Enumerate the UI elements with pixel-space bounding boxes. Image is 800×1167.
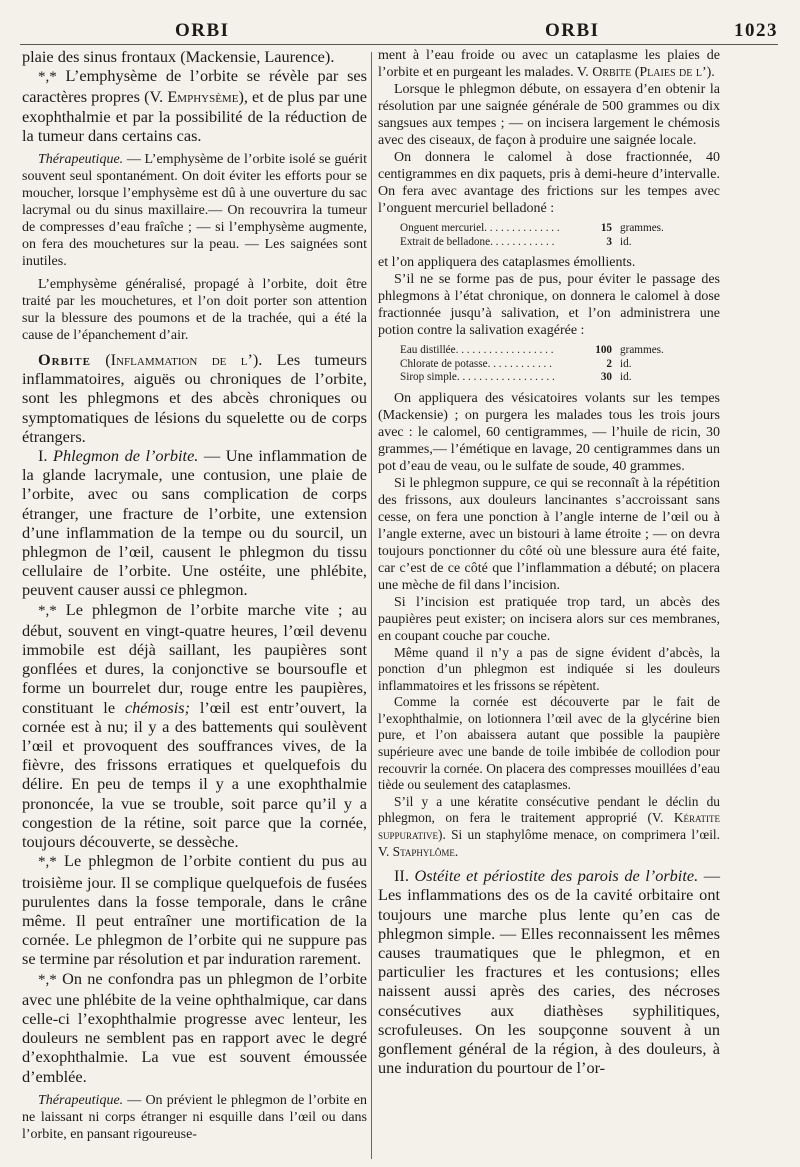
text-run: ), et de plus par une exophthalmie et par la possibilité de la réduction de la tumeur dans certains cas. (22, 87, 367, 145)
ingredient-name: Onguent mercuriel. . . . . . . . . . . . . . (400, 222, 560, 234)
prescription-row (400, 358, 720, 372)
text-run: Si l’incision est pratiquée trop tard, un abcès des paupières peut exister; on incisera alors sur ces membranes, en coupant couche par couche. (378, 594, 720, 644)
text-run: Si le phlegmon suppure, ce qui se reconnaît à la répétition des frissons, aux douleurs lancinantes s’accroissant sans cesse, on fera une ponction à l’angle interne de l’œil ou à l’angle externe, avec un bistouri à lame étroite ; — on devra toujours ponctionner du côté où une blessure aura été faite, car c’est de ce côté que l’inflammation a débuté; on placera une mèche de fil dans l’incision. (378, 475, 720, 593)
paragraph-cornea (378, 694, 720, 794)
text-run: I. (38, 446, 54, 466)
text-run: S’il y a une kératite consécutive pendant le déclin du phlegmon, on fera le traitement approprié (V. (378, 793, 720, 826)
section-label: Thérapeutique. (38, 152, 124, 168)
text-run: Les tumeurs inflammatoires, aiguës ou chroniques de l’orbite, sont les phlegmons et des abcès chroniques ou symptomatiques de lésions du squelette ou de corps étrangers. (22, 350, 368, 446)
left-running-title: ORBI (175, 20, 230, 41)
paragraph-therapeutics-phlegmon (22, 1092, 367, 1143)
paragraph-therapeutics-emphysema (22, 151, 367, 270)
text-run: ). Si un staphylôme menace, on comprimera l’œil. V. (378, 827, 720, 859)
paragraph-generalized-emphysema (22, 276, 367, 344)
ingredient-quantity: 30 (600, 371, 612, 383)
paragraph-emphysema-signs (22, 66, 367, 145)
ingredient-name: Eau distillée. . . . . . . . . . . . . . . . . . (400, 344, 554, 356)
paragraph-bleeding (378, 81, 720, 149)
paragraph-late-incision (378, 594, 720, 645)
text-run: — Une inflammation de la glande lacrymale, une contusion, une plaie de l’orbite, avec ou sans complication de corps étranger, une fracture de l’orbite, une extension d’une inflammation de la tempe ou du sourcil, un phlegmon de l’œil, causent le phlegmon du tissu cellulaire de l’orbite. Une ostéite, une phlébite, peuvent causer aussi ce phlegmon. (22, 446, 368, 600)
section-heading: Phlegmon de l’orbite. (53, 446, 199, 466)
text-run: Lorsque le phlegmon débute, on essayera d’en obtenir la résolution par une saignée générale de 500 grammes ou dix sangsues aux tempes ; — on incisera largement le chémosis avec des ciseaux, de façon à produire une saignée locale. (378, 82, 720, 148)
ingredient-unit: grammes. (620, 222, 664, 234)
ingredient-unit: id. (620, 357, 632, 370)
text-run: et l’on appliquera des cataplasmes émollients. (378, 255, 636, 270)
text-run: On donnera le calomel à dose fractionnée, 40 centigrammes en dix paquets, pris à demi-heure d’intervalle. On fera avec avantage des frictions sur les tempes avec l’onguent mercuriel belladoné : (378, 150, 720, 216)
text-run: Même quand il n’y a pas de signe évident d’abcès, la ponction d’un phlegmon est indiquée si les douleurs inflammatoires et les frissons se répètent. (378, 644, 720, 693)
text-run: (Inflammation de l’). (90, 350, 277, 370)
text-run: L’emphysème généralisé, propagé à l’orbite, doit être traité par les mouchetures, et l’on doit porter son attention sur la blessure des poumons et de la trachée, qui a été la cause de l’épanchement d’air. (22, 277, 367, 344)
text-run: Le phlegmon de l’orbite marche vite ; au début, souvent en vingt-quatre heures, l’œil devenu immobile est déjà saillant, les paupières sont gonflées et dures, la conjonctive se boursoufle et forme un bourrelet dur, rouge entre les paupières, constituant le (22, 599, 367, 717)
page-number: 1023 (734, 20, 778, 41)
right-running-title: ORBI (545, 20, 600, 41)
italic-term: chémosis; (124, 697, 191, 717)
paragraph-keratitis (378, 794, 720, 860)
text-run: L’emphysème de l’orbite se révèle par ses caractères propres (V. (22, 66, 367, 107)
text-run: On appliquera des vésicatoires volants sur les tempes (Mackensie) ; on purgera les malades tous les trois jours avec : le calomel, 60 centigrammes, — l’huile de ricin, 30 grammes,— l’émétique en lavage, 20 centigrammes dans un pot d’eau de veau, ou le sulfate de soude, 40 grammes. (378, 390, 720, 474)
paragraph-puncture (378, 645, 720, 695)
text-run: *,* (38, 602, 57, 619)
paragraph-osteitis (378, 866, 720, 1077)
ingredient-unit: id. (620, 371, 632, 383)
ingredient-quantity: 100 (595, 344, 612, 356)
paragraph-phlegmon-pus (22, 851, 367, 968)
section-label: Thérapeutique. (38, 1092, 124, 1108)
ingredient-name: Sirop simple. . . . . . . . . . . . . . . . . . (400, 371, 555, 383)
text-run: *,* (38, 69, 57, 86)
ingredient-unit: grammes. (620, 344, 664, 356)
text-run: II. (394, 866, 415, 886)
text-run: l’œil est entr’ouvert, la cornée est à nu; il y a des battements qui soulèvent l’œil et provoquent des souffrances vives, de la fièvre, des frissons erratiques et quelquefois du délire. En peu de temps il y a une exophthalmie prononcée, la vue se trouble, soit parce qu’il y a congestion de la rétine, soit parce que la cornée, toujours découverte, se dessèche. (22, 697, 367, 852)
text-run: — L’emphysème de l’orbite isolé se guérit souvent seul spontanément. On doit éviter les efforts pour se moucher, lorsque l’emphysème est dû à une ouverture du sac lacrymal ou du sinus maxillaire.— On recouvrira la tumeur de compresses d’eau fraîche ; — si l’emphysème augmente, on fera des mouchetures sur la peau. — Les saignées sont inutiles. (22, 152, 367, 270)
paragraph-phlegmon-course (22, 600, 367, 852)
paragraph-sinus-wound (22, 47, 367, 66)
text-run: plaie des sinus frontaux (Mackensie, Laurence). (22, 47, 335, 66)
cross-reference-link[interactable]: Kératite suppurative (378, 810, 720, 843)
paragraph-suppuration (378, 475, 720, 594)
cross-reference-link[interactable]: Staphylôme. (392, 843, 459, 859)
entry-orbit-inflammation (22, 350, 367, 446)
text-run: *,* (38, 971, 57, 988)
text-run: *,* (38, 854, 57, 871)
text-run: On ne confondra pas un phlegmon de l’orbite avec une phlébite de la veine ophthalmique, car dans celle-ci l’exophthalmie progresse avec lenteur, les douleurs ne semblent pas en rapport avec le degré d’exophthalmie. La vue est souvent émoussée d’emblée. (22, 968, 367, 1086)
section-heading: Ostéite et périostite des parois de l’orbite. (414, 866, 699, 886)
prescription-ointment (400, 222, 720, 249)
text-run: S’il ne se forme pas de pus, pour éviter le passage des phlegmons à l’état chronique, on donnera le calomel à dose fractionnée jusqu’à salivation, et l’on administrera une potion contre la salivation exagérée : (378, 272, 720, 338)
running-head (20, 18, 778, 45)
ingredient-name: Extrait de belladone. . . . . . . . . . . . (400, 235, 555, 248)
prescription-row (400, 371, 720, 385)
ingredient-unit: id. (620, 235, 632, 248)
paragraph-vesicatories (378, 390, 720, 475)
text-run: Le phlegmon de l’orbite contient du pus au troisième jour. Il se complique quelquefois de fusées purulentes dans la fosse temporale, dans le crâne même. Il peut entraîner une mortification de la cornée. Le phlegmon de l’orbite qui ne suppure pas se termine par résolution et par induration rarement. (22, 851, 367, 969)
prescription-potion (400, 344, 720, 385)
ingredient-quantity: 15 (600, 222, 612, 234)
ingredient-name: Chlorate de potasse. . . . . . . . . . . . (400, 357, 552, 370)
paragraph-phlegmon-diagnosis (22, 969, 367, 1086)
prescription-row (400, 236, 720, 250)
ingredient-quantity: 2 (606, 357, 612, 370)
paragraph-phlegmon-causes (22, 446, 367, 600)
text-run: Comme la cornée est découverte par le fait de l’exophthalmie, on lotionnera l’œil avec de la glycérine bien pure, et l’on abaissera autant que possible la paupière supérieure avec une bande de toile imbibée de collodion pour recouvrir la cornée. On placera des compresses mouillées d’eau tiède ou seulement des cataplasmes. (378, 694, 720, 793)
ingredient-quantity: 3 (606, 235, 612, 248)
paragraph-calomel (378, 149, 720, 217)
paragraph-cataplasms (378, 254, 720, 271)
column-divider (371, 52, 372, 1159)
prescription-row (400, 222, 720, 236)
paragraph-continuation (378, 47, 720, 81)
text-run: ment à l’eau froide ou avec un cataplasme les plaies de l’orbite et en purgeant les malades. V. (378, 48, 720, 80)
right-column (378, 47, 720, 1077)
text-run: — On prévient le phlegmon de l’orbite en ne laissant ni corps étranger ni esquille dans l’œil ou dans l’orbite, en pansant rigoureuse- (22, 1092, 367, 1142)
prescription-row (400, 344, 720, 358)
cross-reference-link[interactable]: Emphysème (167, 87, 239, 107)
left-column (22, 47, 367, 1143)
cross-reference-link[interactable]: Orbite (Plaies de l’). (592, 65, 715, 80)
paragraph-no-pus (378, 271, 720, 339)
entry-headword: Orbite (38, 350, 91, 370)
text-run: — Les inflammations des os de la cavité orbitaire ont toujours une marche plus lente qu’en cas de phlegmon simple. — Elles reconnaissent les mêmes causes traumatiques que le phlegmon, et en particulier les fractures et les contusions; elles naissent aussi après des caries, des nécroses consécutives aux diathèses syphilitiques, scrofuleuses. On les soupçonne souvent à un gonflement général de la région, à des douleurs, à une induration du pourtour de l’or- (378, 866, 720, 1078)
